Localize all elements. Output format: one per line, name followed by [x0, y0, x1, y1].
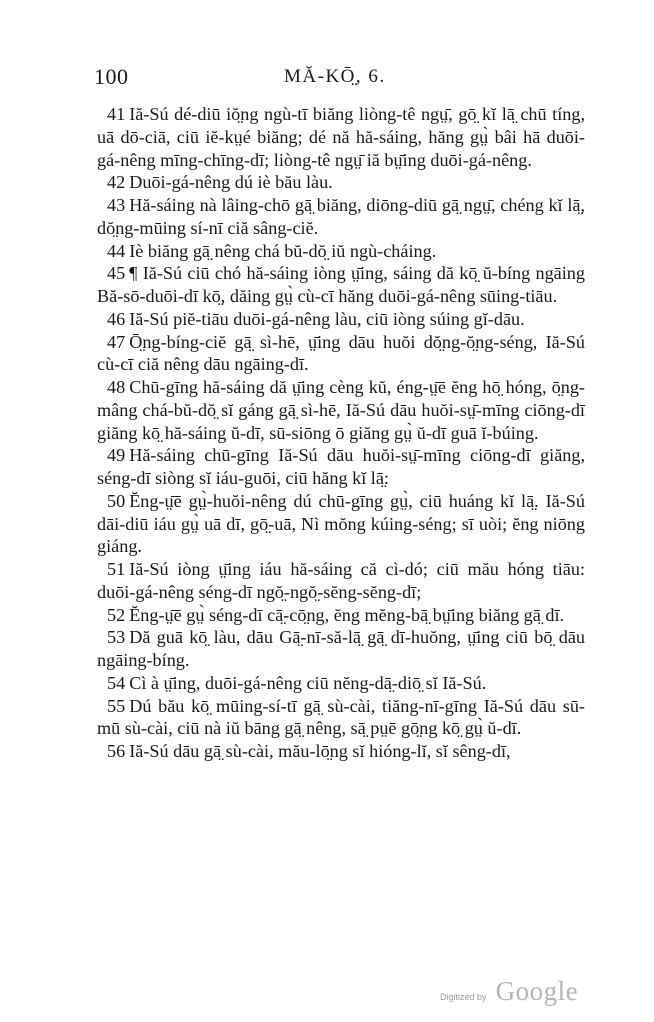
verse-number: 43	[107, 195, 126, 215]
verse-47	[97, 331, 585, 377]
verse-text: Ĕng-ṳ̄ē gṳ̀-huŏi-nêng dú chū-gīng gṳ̀, ciū huáng kĭ lā̤. Iă-Sú dāi-diū iáu gṳ̀ uā dī, gō̤-uā, Nì mŏng kúing-séng; sī uòi; ĕng niōng giáng.	[97, 490, 585, 557]
verse-text: Duōi-gá-nêng dú iè bău làu.	[129, 172, 333, 193]
verse-55	[97, 695, 585, 741]
verse-number: 51	[107, 559, 126, 579]
verse-43	[97, 194, 585, 240]
verse-text: Hă-sáing chū-gīng Iă-Sú dāu huŏi-sṳ̄-mīng ciōng-dī giăng, séng-dī siòng sĭ iáu-guōi, ciū hăng kĭ lā̤:	[97, 445, 585, 488]
verse-text: Iè biăng gā̤ nêng chá bŭ-dŏ̤ iŭ ngù-cháing.	[129, 240, 437, 261]
verse-number: 48	[107, 377, 126, 397]
running-head: MĂ-KŌ̤, 6.	[284, 66, 386, 87]
verse-number: 54	[107, 672, 126, 693]
verse-49	[97, 444, 585, 490]
verse-number: 41	[107, 104, 126, 124]
verse-number: 56	[107, 741, 126, 761]
google-logo: Google	[495, 976, 579, 1006]
verse-51	[97, 558, 585, 604]
verse-number: 47	[107, 331, 126, 352]
verse-text: Hă-sáing nà lâing-chō gā̤ biăng, diōng-diū gā̤ ngṳ̄, chéng kĭ lā̤, dŏ̤ng-mūing sí-nī ciă sâng-ciĕ.	[97, 195, 585, 238]
verse-number: 52	[107, 604, 126, 625]
verse-42	[97, 171, 585, 194]
verse-45	[97, 262, 585, 308]
verse-54	[97, 672, 585, 695]
verse-text-block	[97, 103, 585, 763]
verse-53	[97, 626, 585, 672]
verse-number: 53	[107, 627, 126, 648]
digitization-watermark	[440, 976, 578, 1007]
verse-text: Iă-Sú iòng ṳ̄ing iáu hă-sáing că cì-dó; ciū mău hóng tiāu: duōi-gá-nêng séng-dī ngŏ̤-ngŏ̤-sĕng-sĕng-dī;	[97, 559, 585, 602]
page-number: 100	[94, 64, 129, 89]
verse-text: ¶ Iă-Sú ciū chó hă-sáing iòng ṳ̄ing, sáing dă kō̤ ŭ-bíng ngāing Bă-sō-duōi-dī kō̤, dăing gṳ̀ cù-cī hăng duōi-gá-nêng sūing-tiāu.	[97, 263, 585, 306]
verse-number: 49	[107, 445, 126, 466]
verse-48	[97, 376, 585, 444]
watermark-prefix: Digitized by	[440, 992, 487, 1002]
verse-number: 42	[107, 172, 126, 193]
verse-number: 46	[107, 308, 126, 329]
verse-text: Cì à ṳ̄ing, duōi-gá-nêng ciū nĕng-dā̤-diō̤ sĭ Iă-Sú.	[129, 672, 487, 693]
verse-text: Ĕng-ṳ̄ē gṳ̀ séng-dī cā̤-cō̤ng, ĕng mĕng-bā̤ bṳ̄ing biăng gā̤ dī.	[129, 604, 565, 625]
verse-text: Iă-Sú dé-diū iŏ̤ng ngù-tī biăng liòng-tê ngṳ̄, gō̤ kĭ lā̤ chū tíng, uā dō-ciā, ciū iĕ-kṳé biăng; dé nă hă-sáing, hăng gṳ̀ bâi hā duōi-gá-nêng mīng-chīng-dī; liòng-tê ngṳ̄ iă bṳ̄ing duōi-gá-nêng.	[97, 104, 585, 170]
verse-46	[97, 308, 585, 331]
verse-56	[97, 740, 585, 763]
verse-number: 44	[107, 240, 126, 261]
verse-44	[97, 240, 585, 263]
verse-52	[97, 604, 585, 627]
verse-number: 45	[107, 263, 126, 284]
verse-text: Iă-Sú piĕ-tiāu duōi-gá-nêng làu, ciū iòng súing gĭ-dāu.	[129, 308, 525, 329]
verse-number: 50	[107, 490, 126, 511]
verse-text: Ō̤ng-bíng-ciĕ gā̤ sì-hē, ṳ̄ing dāu huŏi dŏ̤ng-ŏ̤ng-séng, Iă-Sú cù-cī ciă nêng dāu ngāing-dī.	[97, 331, 585, 375]
verse-text: Dă guā kō̤ làu, dāu Gā̤-nī-să-lā̤ gā̤ dī-huŏng, ṳ̄ing ciū bō̤ dāu ngāing-bíng.	[97, 627, 585, 670]
page-header	[94, 64, 584, 94]
verse-41	[97, 103, 585, 171]
verse-50	[97, 490, 585, 558]
verse-number: 55	[107, 695, 126, 716]
verse-text: Chū-gīng hă-sáing dă ṳ̄ing cèng kŭ, éng-ṳ̄ē ĕng hō̤ hóng, ō̤ng-mâng chá-bŭ-dŏ̤ sĭ gáng gā̤ sì-hē, Iă-Sú dāu huŏi-sṳ̄-mīng ciōng-dī giăng kō̤ hă-sáing ŭ-dī, sū-siōng ō giăng gṳ̀ ŭ-dī guā ĭ-búing.	[97, 377, 585, 443]
verse-text: Dú bău kō̤ mūing-sí-tī gā̤ sù-cài, tiăng-nī-gīng Iă-Sú dāu sū-mū sù-cài, ciū nà iŭ bāng gā̤ nêng, sā̤ pṳē gō̤ng kō̤ gṳ̀ ŭ-dī.	[97, 695, 585, 739]
verse-text: Iă-Sú dāu gā̤ sù-cài, mău-lō̤ng sĭ hióng-lĭ, sĭ sêng-dī,	[129, 741, 511, 761]
